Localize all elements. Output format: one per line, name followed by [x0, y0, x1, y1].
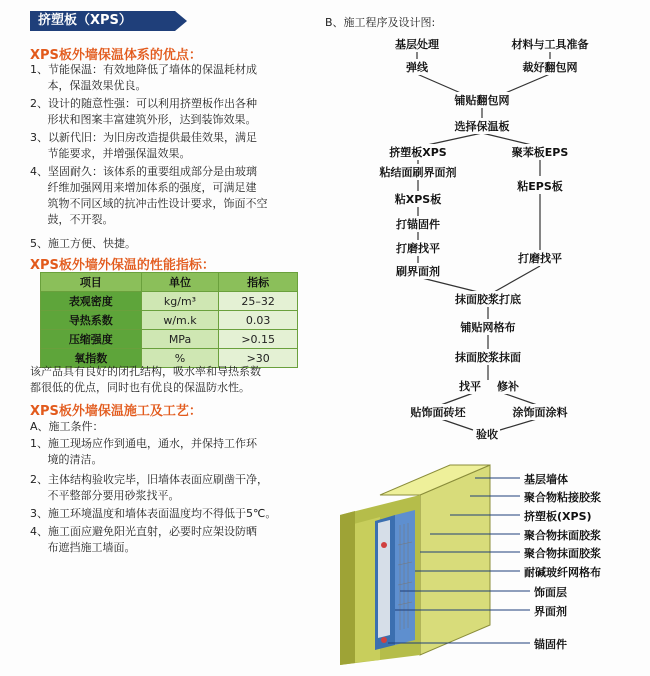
flow-node-line: 弹线: [406, 61, 428, 74]
layer-label-mesh: 耐碱玻纤网格布: [524, 566, 601, 579]
flow-node-mesh: 铺贴网格布: [460, 321, 516, 334]
layer-label-anchor: 锚固件: [534, 638, 567, 651]
table-cell: >30: [219, 349, 298, 368]
flow-node-anchor: 打锚固件: [396, 218, 440, 231]
layer-label-interface: 界面剂: [534, 605, 567, 618]
condition-item-4: 4、施工面应避免阳光直射，必要时应架设防晒 布遮挡施工墙面。: [30, 525, 257, 554]
layer-label-adhesive: 聚合物粘接胶浆: [524, 491, 601, 504]
table-cell: 25–32: [219, 292, 298, 311]
performance-heading: XPS板外墙外保温的性能指标：: [30, 258, 215, 273]
table-cell: 氧指数: [41, 349, 142, 368]
page-title: 挤塑板（XPS）: [30, 11, 175, 31]
layer-label-plaster-1: 聚合物抹面胶浆: [524, 529, 601, 542]
condition-item-1: 1、施工现场应作到通电，通水，并保持工作环 境的清洁。: [30, 437, 257, 466]
flow-node-repair: 修补: [497, 380, 519, 393]
flow-node-lay: 铺贴翻包网: [454, 94, 510, 107]
flow-node-tools: 材料与工具准备: [511, 38, 589, 51]
flow-node-top-coat: 抹面胶浆抹面: [455, 351, 521, 364]
advantages-heading: XPS板外墙保温体系的优点：: [30, 48, 202, 63]
flow-node-brush-face: 刷界面剂: [396, 265, 440, 278]
table-cell: 导热系数: [41, 311, 142, 330]
flow-title: B、施工程序及设计图:: [325, 16, 436, 29]
table-cell: >0.15: [219, 330, 298, 349]
flow-node-grind-right: 打磨找平: [518, 252, 562, 265]
flow-node-select: 选择保温板: [454, 120, 510, 133]
advantage-item-4: 4、坚固耐久：该体系的重要组成部分是由玻璃 纤维加强网用来增加体系的强度，可满足建 筑物不同区域的抗冲击性设计要求，饰面不空 鼓，不开裂。: [30, 165, 268, 226]
advantage-item-3: 3、以新代旧：为旧房改造提供最佳效果，满足 节能要求，并增强保温效果。: [30, 131, 257, 160]
flow-node-paint: 涂饰面涂料: [512, 406, 568, 419]
table-cell: kg/m³: [141, 292, 219, 311]
table-header: 单位: [141, 273, 219, 292]
condition-item-2: 2、主体结构验收完毕，旧墙体表面应刷凿干净， 不平整部分要用砂浆找平。: [30, 473, 268, 502]
condition-item-3: 3、施工环境温度和墙体表面温度均不得低于5℃。: [30, 507, 277, 520]
table-cell: 表观密度: [41, 292, 142, 311]
flow-node-stick-xps: 粘XPS板: [394, 193, 442, 206]
flow-node-eps: 聚苯板EPS: [511, 146, 569, 159]
flow-node-base-coat: 抹面胶浆打底: [455, 293, 521, 306]
advantage-item-5: 5、施工方便、快捷。: [30, 237, 136, 250]
flow-node-xps: 挤塑板XPS: [389, 146, 447, 159]
layer-label-plaster-2: 聚合物抹面胶浆: [524, 547, 601, 560]
flow-node-tile: 贴饰面砖坯: [410, 406, 466, 419]
flow-node-base: 基层处理: [395, 38, 439, 51]
layer-label-finish: 饰面层: [534, 586, 567, 599]
table-cell: 0.03: [219, 311, 298, 330]
table-cell: 压缩强度: [41, 330, 142, 349]
flow-node-brush-agent: 粘结面刷界面剂: [379, 166, 457, 179]
flow-node-accept: 验收: [476, 428, 498, 441]
table-cell: w/m.k: [141, 311, 219, 330]
flow-node-grind-left: 打磨找平: [396, 242, 440, 255]
layer-label-base-wall: 基层墙体: [524, 473, 568, 486]
table-header: 指标: [219, 273, 298, 292]
layer-label-xps: 挤塑板(XPS): [524, 510, 592, 523]
flow-node-stick-eps: 粘EPS板: [517, 180, 563, 193]
performance-note: 该产品具有良好的闭孔结构，吸水率和导热系数 都很低的优点，同时也有优良的保温防水性。: [30, 365, 261, 394]
table-cell: %: [141, 349, 219, 368]
table-cell: MPa: [141, 330, 219, 349]
flow-node-level: 找平: [459, 380, 481, 393]
advantage-item-2: 2、设计的随意性强：可以利用挤塑板作出各种 形状和图案丰富建筑外形，达到装饰效果。: [30, 97, 257, 126]
flow-node-cut: 裁好翻包网: [522, 61, 578, 74]
table-header: 项目: [41, 273, 142, 292]
advantage-item-1: 1、节能保温：有效地降低了墙体的保温耗材成 本，保温效果优良。: [30, 63, 257, 92]
construction-heading: XPS板外墙保温施工及工艺：: [30, 404, 202, 419]
construction-subheading: A、施工条件：: [30, 420, 104, 433]
